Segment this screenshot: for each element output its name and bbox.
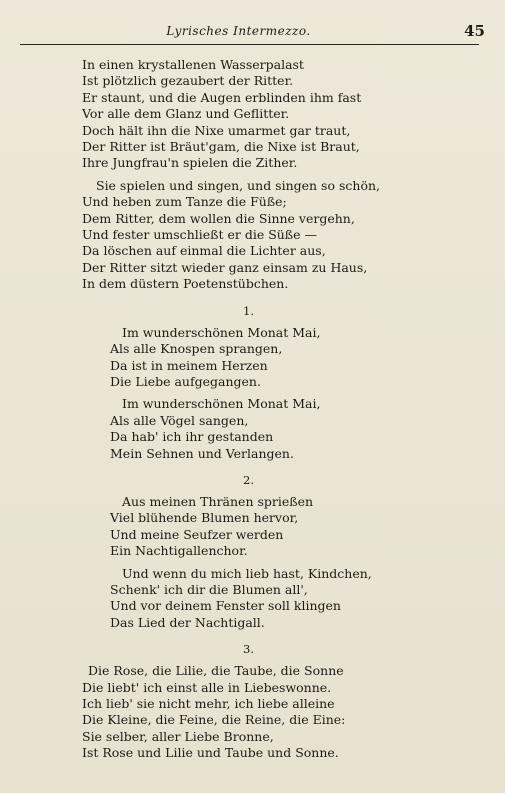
poem-number-1: 1. — [243, 303, 254, 318]
verse-line: Viel blühende Blumen hervor, — [110, 510, 299, 526]
verse-line: Ein Nachtigallenchor. — [110, 543, 248, 559]
poem-3 — [82, 663, 475, 761]
verse-line: Vor alle dem Glanz und Geflitter. — [82, 106, 290, 122]
poem-number-3: 3. — [243, 642, 254, 657]
header-rule — [20, 44, 479, 45]
verse-line: Im wunderschönen Monat Mai, — [122, 324, 321, 340]
verse-line: Mein Sehnen und Verlangen. — [110, 445, 294, 461]
verse-line: Und meine Seufzer werden — [110, 526, 284, 542]
verse-line: Da löschen auf einmal die Lichter aus, — [82, 243, 326, 259]
verse-line: Die Kleine, die Feine, die Reine, die Eine: — [82, 712, 346, 728]
prelude-stanza-2 — [82, 178, 475, 293]
verse-line: Der Ritter ist Bräut'gam, die Nixe ist Braut, — [82, 139, 360, 155]
verse-line: Der Ritter sitzt wieder ganz einsam zu Haus, — [82, 259, 368, 275]
prelude-stanza-1 — [82, 57, 475, 172]
verse-line: Ihre Jungfrau'n spielen die Zither. — [82, 155, 298, 171]
verse-line: Schenk' ich dir die Blumen all', — [110, 581, 308, 597]
verse-line: Im wunderschönen Monat Mai, — [122, 396, 321, 412]
page-content — [82, 57, 475, 768]
verse-line: Doch hält ihn die Nixe umarmet gar traut, — [82, 122, 351, 138]
verse-line: Aus meinen Thränen sprießen — [122, 493, 314, 509]
verse-line: Die liebt' ich einst alle in Liebeswonne. — [82, 679, 332, 695]
page-header — [20, 22, 485, 42]
verse-line: Ist Rose und Lilie und Taube und Sonne. — [82, 745, 339, 761]
verse-line: Die Liebe aufgegangen. — [110, 373, 261, 389]
poem-1 — [82, 325, 475, 462]
verse-line: Als alle Vögel sangen, — [110, 412, 249, 428]
verse-line: Dem Ritter, dem wollen die Sinne vergehn, — [82, 210, 355, 226]
verse-line: Sie spielen und singen, und singen so schön, — [96, 177, 380, 193]
verse-line: Die Rose, die Lilie, die Taube, die Sonne — [88, 663, 344, 679]
verse-line: Ich lieb' sie nicht mehr, ich liebe alleine — [82, 696, 335, 711]
running-title: Lyrisches Intermezzo. — [166, 24, 311, 38]
verse-line: Das Lied der Nachtigall. — [110, 614, 265, 630]
poem-2 — [82, 494, 475, 631]
verse-line: Da hab' ich ihr gestanden — [110, 429, 274, 445]
verse-line: Und heben zum Tanze die Füße; — [82, 194, 287, 210]
verse-line: Sie selber, aller Liebe Bronne, — [82, 728, 274, 744]
verse-line: In dem düstern Poetenstübchen. — [82, 276, 289, 292]
page-number: 45 — [464, 22, 485, 40]
poem-number-2: 2. — [243, 472, 254, 487]
verse-line: Als alle Knospen sprangen, — [110, 341, 283, 357]
verse-line: Und wenn du mich lieb hast, Kindchen, — [122, 565, 372, 581]
verse-line: Da ist in meinem Herzen — [110, 357, 268, 373]
verse-line: Ist plötzlich gezaubert der Ritter. — [82, 73, 294, 89]
verse-line: Und fester umschließt er die Süße — — [82, 227, 318, 243]
verse-line: Er staunt, und die Augen erblinden ihm fast — [82, 89, 362, 105]
verse-line: Und vor deinem Fenster soll klingen — [110, 598, 341, 614]
verse-line: In einen krystallenen Wasserpalast — [82, 57, 304, 72]
